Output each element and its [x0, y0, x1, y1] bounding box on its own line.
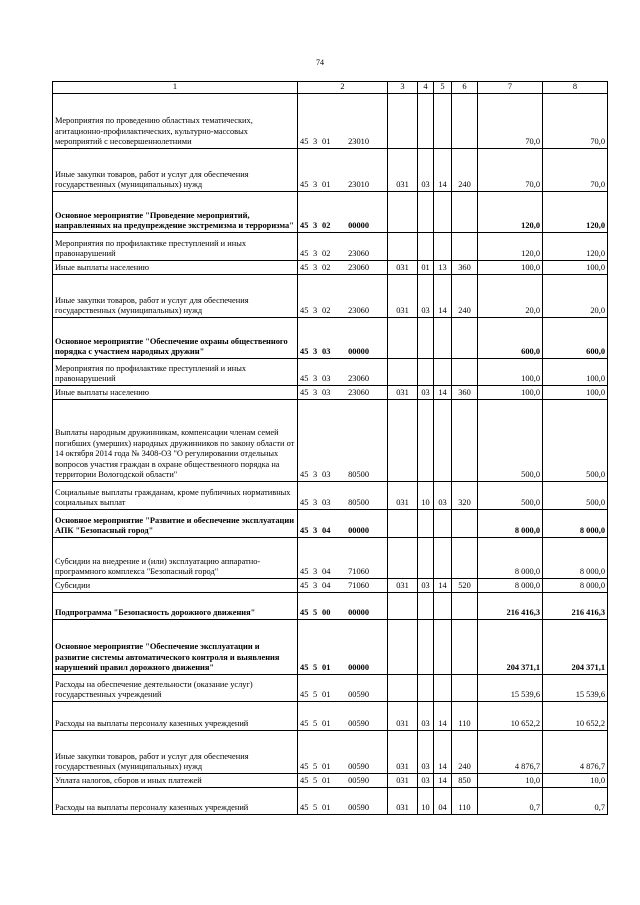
- row-c6: 850: [452, 774, 478, 788]
- row-c6: [452, 510, 478, 538]
- code-segment: 01: [322, 776, 331, 786]
- row-c7: 70,0: [478, 149, 543, 192]
- table-row: [53, 94, 608, 149]
- row-c6: 320: [452, 482, 478, 510]
- row-c8: 100,0: [543, 359, 608, 386]
- row-code: [298, 318, 388, 359]
- code-segment: 03: [322, 470, 331, 480]
- code-segment: 5: [313, 663, 318, 673]
- code-segment: 00000: [348, 526, 369, 536]
- row-c5: [434, 94, 452, 149]
- header-row: [53, 82, 608, 94]
- row-c3: 031: [388, 731, 418, 774]
- header-cell: 6: [452, 82, 478, 94]
- row-c8: 100,0: [543, 386, 608, 400]
- row-c7: 100,0: [478, 359, 543, 386]
- row-name: Иные закупки товаров, работ и услуг для обеспечения государственных (муниципальных) нужд: [53, 731, 298, 774]
- header-cell: 3: [388, 82, 418, 94]
- row-code: [298, 774, 388, 788]
- code-segment: 5: [313, 608, 318, 618]
- row-c7: 120,0: [478, 233, 543, 261]
- row-name: Выплаты народным дружинникам, компенсации членам семей погибших (умерших) народных дружинников по закону области от 14 октября 2014 года № 3408-ОЗ "О регулировании отдельных вопросов участия граждан в охране общественного порядка на территории Вологодской области": [53, 400, 298, 482]
- code-segment: 02: [322, 306, 331, 316]
- row-c7: 4 876,7: [478, 731, 543, 774]
- row-c7: 216 416,3: [478, 593, 543, 620]
- row-c4: 10: [418, 482, 434, 510]
- row-c3: [388, 510, 418, 538]
- code-segment: 02: [322, 249, 331, 259]
- row-c5: 14: [434, 702, 452, 731]
- row-c5: [434, 400, 452, 482]
- code-segment: 03: [322, 347, 331, 357]
- row-c5: 14: [434, 731, 452, 774]
- code-segment: 03: [322, 498, 331, 508]
- row-c4: [418, 620, 434, 675]
- row-c7: 0,7: [478, 788, 543, 815]
- row-name: Основное мероприятие "Обеспечение эксплуатации и развитие системы автоматического контроля и выявления нарушений правил дорожного движения": [53, 620, 298, 675]
- row-c3: [388, 192, 418, 233]
- code-segment: 45: [300, 663, 309, 673]
- row-c5: [434, 233, 452, 261]
- row-c7: 8 000,0: [478, 510, 543, 538]
- row-code: [298, 482, 388, 510]
- row-c6: 110: [452, 702, 478, 731]
- code-segment: 45: [300, 180, 309, 190]
- code-segment: 23060: [348, 374, 369, 384]
- page-number: 74: [316, 58, 324, 67]
- row-c7: 600,0: [478, 318, 543, 359]
- row-c4: [418, 233, 434, 261]
- header-cell: 5: [434, 82, 452, 94]
- row-c5: 14: [434, 386, 452, 400]
- table-row: [53, 359, 608, 386]
- row-name: Уплата налогов, сборов и иных платежей: [53, 774, 298, 788]
- row-c4: [418, 94, 434, 149]
- row-c3: [388, 538, 418, 579]
- row-c4: 03: [418, 386, 434, 400]
- code-segment: 3: [313, 137, 318, 147]
- row-c7: 100,0: [478, 261, 543, 275]
- code-segment: 01: [322, 690, 331, 700]
- row-c4: [418, 675, 434, 702]
- table-row: [53, 400, 608, 482]
- table-row: [53, 275, 608, 318]
- row-c6: [452, 400, 478, 482]
- row-c4: 03: [418, 579, 434, 593]
- row-code: [298, 94, 388, 149]
- row-c5: [434, 510, 452, 538]
- row-c3: 031: [388, 579, 418, 593]
- row-code: [298, 702, 388, 731]
- row-c6: [452, 359, 478, 386]
- code-segment: 00590: [348, 776, 369, 786]
- code-segment: 45: [300, 306, 309, 316]
- row-c8: 120,0: [543, 233, 608, 261]
- row-c5: 14: [434, 774, 452, 788]
- code-segment: 00590: [348, 719, 369, 729]
- code-segment: 23060: [348, 249, 369, 259]
- row-c4: 10: [418, 788, 434, 815]
- code-segment: 45: [300, 526, 309, 536]
- header-cell: 1: [53, 82, 298, 94]
- row-code: [298, 510, 388, 538]
- row-c3: [388, 94, 418, 149]
- code-segment: 23010: [348, 137, 369, 147]
- row-c7: 20,0: [478, 275, 543, 318]
- row-c6: 240: [452, 275, 478, 318]
- code-segment: 45: [300, 690, 309, 700]
- row-name: Иные выплаты населению: [53, 386, 298, 400]
- row-c4: [418, 192, 434, 233]
- row-c4: [418, 538, 434, 579]
- row-c7: 15 539,6: [478, 675, 543, 702]
- table-row: [53, 579, 608, 593]
- table-row: [53, 318, 608, 359]
- header-cell: 4: [418, 82, 434, 94]
- table-row: [53, 774, 608, 788]
- code-segment: 45: [300, 249, 309, 259]
- row-c3: 031: [388, 386, 418, 400]
- code-segment: 3: [313, 221, 318, 231]
- row-c3: [388, 359, 418, 386]
- code-segment: 45: [300, 776, 309, 786]
- row-name: Иные выплаты населению: [53, 261, 298, 275]
- code-segment: 3: [313, 388, 318, 398]
- header-cell: 8: [543, 82, 608, 94]
- code-segment: 01: [322, 762, 331, 772]
- row-c8: 15 539,6: [543, 675, 608, 702]
- row-c5: [434, 593, 452, 620]
- code-segment: 00590: [348, 762, 369, 772]
- row-c4: [418, 359, 434, 386]
- code-segment: 01: [322, 719, 331, 729]
- row-c6: 360: [452, 386, 478, 400]
- row-c5: [434, 192, 452, 233]
- code-segment: 00000: [348, 608, 369, 618]
- row-c3: 031: [388, 149, 418, 192]
- code-segment: 23060: [348, 306, 369, 316]
- code-segment: 01: [322, 180, 331, 190]
- row-c3: [388, 675, 418, 702]
- row-name: Подпрограмма "Безопасность дорожного движения": [53, 593, 298, 620]
- row-name: Мероприятия по профилактике преступлений и иных правонарушений: [53, 359, 298, 386]
- code-segment: 3: [313, 498, 318, 508]
- code-segment: 01: [322, 137, 331, 147]
- row-c8: 500,0: [543, 482, 608, 510]
- code-segment: 00000: [348, 347, 369, 357]
- row-c8: 500,0: [543, 400, 608, 482]
- row-c7: 204 371,1: [478, 620, 543, 675]
- code-segment: 04: [322, 526, 331, 536]
- code-segment: 45: [300, 137, 309, 147]
- row-c6: [452, 620, 478, 675]
- row-code: [298, 275, 388, 318]
- table-row: [53, 593, 608, 620]
- row-c6: 240: [452, 731, 478, 774]
- code-segment: 00: [322, 608, 331, 618]
- code-segment: 00000: [348, 663, 369, 673]
- row-name: Основное мероприятие "Проведение мероприятий, направленных на предупреждение экстремизма и терроризма": [53, 192, 298, 233]
- row-c5: [434, 359, 452, 386]
- code-segment: 3: [313, 374, 318, 384]
- row-c3: 031: [388, 788, 418, 815]
- row-c6: 520: [452, 579, 478, 593]
- row-c3: 031: [388, 275, 418, 318]
- row-c8: 20,0: [543, 275, 608, 318]
- row-c3: 031: [388, 774, 418, 788]
- row-c8: 10 652,2: [543, 702, 608, 731]
- code-segment: 5: [313, 719, 318, 729]
- row-c5: 14: [434, 579, 452, 593]
- row-c7: 8 000,0: [478, 579, 543, 593]
- row-code: [298, 149, 388, 192]
- code-segment: 45: [300, 388, 309, 398]
- row-c8: 8 000,0: [543, 579, 608, 593]
- row-c8: 8 000,0: [543, 510, 608, 538]
- row-c8: 100,0: [543, 261, 608, 275]
- row-c6: [452, 538, 478, 579]
- table-row: [53, 510, 608, 538]
- code-segment: 23060: [348, 263, 369, 273]
- row-c4: [418, 510, 434, 538]
- code-segment: 71060: [348, 567, 369, 577]
- row-c4: [418, 593, 434, 620]
- code-segment: 45: [300, 803, 309, 813]
- row-c3: 031: [388, 261, 418, 275]
- row-c6: [452, 233, 478, 261]
- code-segment: 04: [322, 581, 331, 591]
- table-row: [53, 192, 608, 233]
- row-c7: 500,0: [478, 482, 543, 510]
- header-cell: 7: [478, 82, 543, 94]
- row-name: Основное мероприятие "Развитие и обеспечение эксплуатации АПК "Безопасный город": [53, 510, 298, 538]
- code-segment: 45: [300, 263, 309, 273]
- code-segment: 00000: [348, 221, 369, 231]
- header-cell: 2: [298, 82, 388, 94]
- code-segment: 45: [300, 762, 309, 772]
- code-segment: 5: [313, 776, 318, 786]
- row-c6: 360: [452, 261, 478, 275]
- row-c3: [388, 400, 418, 482]
- row-c4: 03: [418, 774, 434, 788]
- code-segment: 3: [313, 263, 318, 273]
- row-c8: 10,0: [543, 774, 608, 788]
- row-c8: 70,0: [543, 149, 608, 192]
- row-name: Расходы на выплаты персоналу казенных учреждений: [53, 788, 298, 815]
- row-c7: 100,0: [478, 386, 543, 400]
- row-code: [298, 233, 388, 261]
- row-c7: 70,0: [478, 94, 543, 149]
- row-c8: 120,0: [543, 192, 608, 233]
- row-c4: [418, 400, 434, 482]
- code-segment: 45: [300, 719, 309, 729]
- row-c4: 03: [418, 731, 434, 774]
- code-segment: 3: [313, 470, 318, 480]
- row-code: [298, 192, 388, 233]
- row-code: [298, 359, 388, 386]
- row-name: Расходы на выплаты персоналу казенных учреждений: [53, 702, 298, 731]
- row-c5: [434, 675, 452, 702]
- row-code: [298, 400, 388, 482]
- row-c7: 10,0: [478, 774, 543, 788]
- code-segment: 45: [300, 608, 309, 618]
- row-c7: 10 652,2: [478, 702, 543, 731]
- code-segment: 01: [322, 663, 331, 673]
- row-c6: [452, 192, 478, 233]
- row-code: [298, 788, 388, 815]
- row-c6: [452, 94, 478, 149]
- row-name: Иные закупки товаров, работ и услуг для обеспечения государственных (муниципальных) нужд: [53, 149, 298, 192]
- row-c5: 03: [434, 482, 452, 510]
- row-name: Социальные выплаты гражданам, кроме публичных нормативных социальных выплат: [53, 482, 298, 510]
- row-c6: [452, 675, 478, 702]
- row-c5: 14: [434, 275, 452, 318]
- row-c5: 14: [434, 149, 452, 192]
- row-c7: 120,0: [478, 192, 543, 233]
- row-code: [298, 675, 388, 702]
- code-segment: 3: [313, 526, 318, 536]
- row-c3: [388, 318, 418, 359]
- row-name: Субсидии на внедрение и (или) эксплуатацию аппаратно-программного комплекса "Безопасный город": [53, 538, 298, 579]
- row-c3: 031: [388, 702, 418, 731]
- row-c3: [388, 620, 418, 675]
- code-segment: 3: [313, 567, 318, 577]
- row-c8: 600,0: [543, 318, 608, 359]
- table-row: [53, 233, 608, 261]
- code-segment: 02: [322, 221, 331, 231]
- table-row: [53, 261, 608, 275]
- row-c4: [418, 318, 434, 359]
- row-c7: 8 000,0: [478, 538, 543, 579]
- code-segment: 71060: [348, 581, 369, 591]
- row-c4: 01: [418, 261, 434, 275]
- code-segment: 45: [300, 567, 309, 577]
- code-segment: 23060: [348, 388, 369, 398]
- row-c6: 240: [452, 149, 478, 192]
- row-c6: [452, 593, 478, 620]
- row-code: [298, 593, 388, 620]
- table-row: [53, 482, 608, 510]
- code-segment: 5: [313, 690, 318, 700]
- row-c7: 500,0: [478, 400, 543, 482]
- code-segment: 45: [300, 498, 309, 508]
- code-segment: 03: [322, 374, 331, 384]
- table-row: [53, 675, 608, 702]
- row-c4: 03: [418, 275, 434, 318]
- row-c5: [434, 318, 452, 359]
- row-c5: [434, 620, 452, 675]
- table-row: [53, 538, 608, 579]
- budget-table: [52, 81, 608, 815]
- row-name: Иные закупки товаров, работ и услуг для обеспечения государственных (муниципальных) нужд: [53, 275, 298, 318]
- table-row: [53, 702, 608, 731]
- row-c8: 70,0: [543, 94, 608, 149]
- row-c8: 216 416,3: [543, 593, 608, 620]
- code-segment: 04: [322, 567, 331, 577]
- code-segment: 5: [313, 762, 318, 772]
- code-segment: 3: [313, 249, 318, 259]
- code-segment: 00590: [348, 803, 369, 813]
- row-c8: 0,7: [543, 788, 608, 815]
- row-c8: 4 876,7: [543, 731, 608, 774]
- code-segment: 3: [313, 347, 318, 357]
- code-segment: 23010: [348, 180, 369, 190]
- row-c6: 110: [452, 788, 478, 815]
- code-segment: 45: [300, 581, 309, 591]
- code-segment: 3: [313, 180, 318, 190]
- code-segment: 02: [322, 263, 331, 273]
- row-code: [298, 538, 388, 579]
- code-segment: 3: [313, 581, 318, 591]
- code-segment: 80500: [348, 498, 369, 508]
- row-c8: 204 371,1: [543, 620, 608, 675]
- row-code: [298, 620, 388, 675]
- code-segment: 45: [300, 347, 309, 357]
- code-segment: 80500: [348, 470, 369, 480]
- row-code: [298, 731, 388, 774]
- row-name: Основное мероприятие "Обеспечение охраны общественного порядка с участием народных дружин": [53, 318, 298, 359]
- code-segment: 01: [322, 803, 331, 813]
- row-c5: 04: [434, 788, 452, 815]
- row-c4: 03: [418, 702, 434, 731]
- table-row: [53, 731, 608, 774]
- row-code: [298, 386, 388, 400]
- row-c8: 8 000,0: [543, 538, 608, 579]
- table-row: [53, 620, 608, 675]
- row-code: [298, 261, 388, 275]
- row-c3: [388, 593, 418, 620]
- code-segment: 03: [322, 388, 331, 398]
- row-name: Субсидии: [53, 579, 298, 593]
- code-segment: 45: [300, 221, 309, 231]
- table-row: [53, 149, 608, 192]
- row-code: [298, 579, 388, 593]
- row-c5: [434, 538, 452, 579]
- code-segment: 45: [300, 374, 309, 384]
- row-c6: [452, 318, 478, 359]
- row-c3: 031: [388, 482, 418, 510]
- row-c4: 03: [418, 149, 434, 192]
- table-row: [53, 386, 608, 400]
- code-segment: 3: [313, 306, 318, 316]
- row-c3: [388, 233, 418, 261]
- code-segment: 00590: [348, 690, 369, 700]
- row-c5: 13: [434, 261, 452, 275]
- table-row: [53, 788, 608, 815]
- code-segment: 5: [313, 803, 318, 813]
- row-name: Мероприятия по проведению областных тематических, агитационно-профилактических, культурно-массовых мероприятий с несовершеннолетними: [53, 94, 298, 149]
- row-name: Мероприятия по профилактике преступлений и иных правонарушений: [53, 233, 298, 261]
- row-name: Расходы на обеспечение деятельности (оказание услуг) государственных учреждений: [53, 675, 298, 702]
- code-segment: 45: [300, 470, 309, 480]
